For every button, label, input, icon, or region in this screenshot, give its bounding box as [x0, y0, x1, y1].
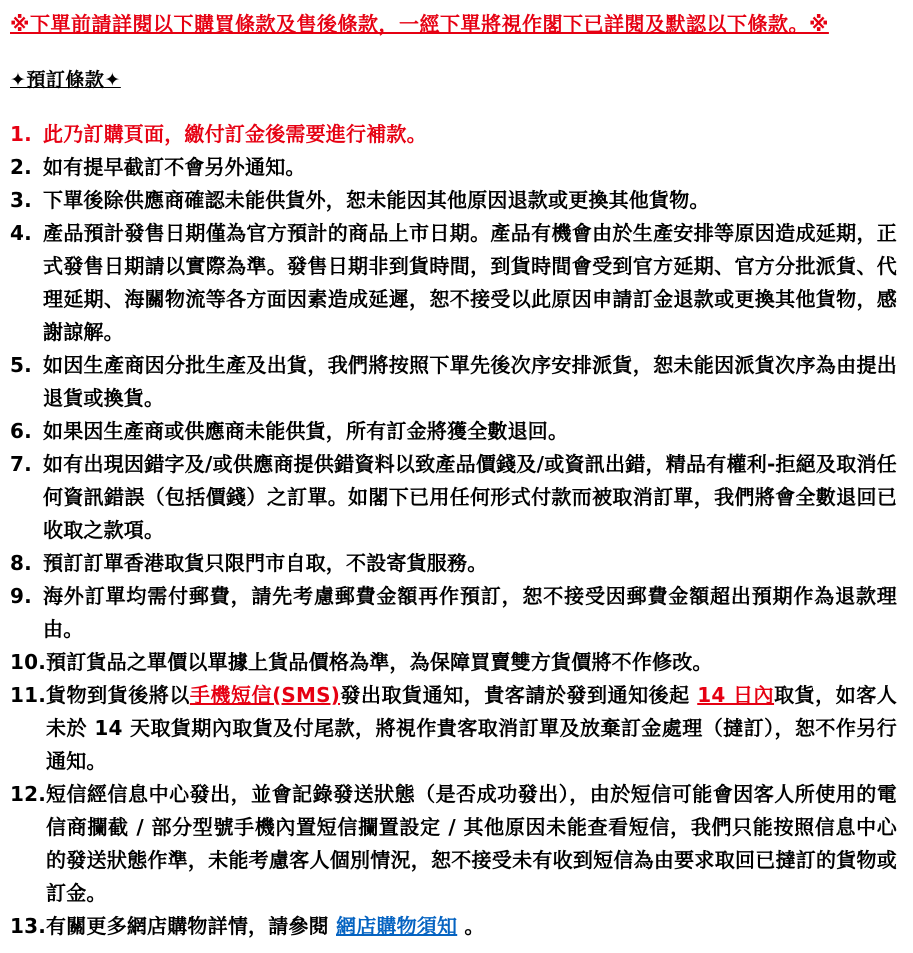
term-text-segment: 如因生產商因分批生產及出貨，我們將按照下單先後次序安排派貨，恕未能因派貨次序為由提出退貨或換貨。	[43, 352, 897, 410]
term-number: 13.	[10, 913, 47, 938]
term-item-10	[10, 646, 897, 679]
term-number: 8.	[10, 550, 32, 575]
term-text-segment: 取貨，如客人未於 14 天取貨期內取貨及付尾款，將視作貴客取消訂單及放棄訂金處理（撻訂），恕不作另行通知。	[46, 682, 897, 773]
term-item-8	[10, 547, 897, 580]
term-item-13	[10, 910, 897, 943]
store-shopping-guide-link[interactable]: 網店購物須知	[336, 913, 458, 938]
term-text-segment: 貨物到貨後將以	[46, 682, 190, 707]
term-text	[43, 118, 897, 151]
term-number: 10.	[10, 649, 47, 674]
term-item-2	[10, 151, 897, 184]
term-text-segment: 產品預計發售日期僅為官方預計的商品上市日期。產品有機會由於生產安排等原因造成延期，正式發售日期請以實際為準。發售日期非到貨時間，到貨時間會受到官方延期、官方分批派貨、代理延期、海關物流等各方面因素造成延遲，恕不接受以此原因申請訂金退款或更換其他貨物，感謝諒解。	[43, 220, 897, 344]
term-text	[46, 679, 897, 778]
term-item-3	[10, 184, 897, 217]
term-number: 11.	[10, 682, 47, 707]
term-text-segment: 。	[457, 913, 485, 938]
term-text-segment: 如有提早截訂不會另外通知。	[43, 154, 306, 179]
term-text	[43, 151, 897, 184]
term-item-4	[10, 217, 897, 349]
term-item-11	[10, 679, 897, 778]
term-number: 4.	[10, 220, 32, 245]
term-item-6	[10, 415, 897, 448]
term-text	[43, 580, 897, 646]
term-text-segment: 如有出現因錯字及/或供應商提供錯資料以致產品價錢及/或資訊出錯，精品有權利-拒絕及取消任何資訊錯誤（包括價錢）之訂單。如閣下已用任何形式付款而被取消訂單，我們將會全數退回已收取之款項。	[43, 451, 897, 542]
term-number: 2.	[10, 154, 32, 179]
term-number: 5.	[10, 352, 32, 377]
term-number: 9.	[10, 583, 32, 608]
section-heading: ✦預訂條款✦	[10, 69, 121, 91]
term-item-5	[10, 349, 897, 415]
term-text	[43, 217, 897, 349]
term-item-1	[10, 118, 897, 151]
term-text	[43, 547, 897, 580]
term-item-7	[10, 448, 897, 547]
term-text-segment: 如果因生產商或供應商未能供貨，所有訂金將獲全數退回。	[43, 418, 569, 443]
term-text-segment: 預訂貨品之單價以單據上貨品價格為準，為保障買賣雙方貨價將不作修改。	[46, 649, 713, 674]
term-text-segment: 下單後除供應商確認未能供貨外，恕未能因其他原因退款或更換其他貨物。	[43, 187, 710, 212]
emphasis-text: 手機短信(SMS)	[189, 682, 341, 707]
term-text	[46, 910, 897, 943]
term-number: 6.	[10, 418, 32, 443]
term-number: 7.	[10, 451, 32, 476]
term-text-segment: 短信經信息中心發出，並會記錄發送狀態（是否成功發出），由於短信可能會因客人所使用的電信商攔截 / 部分型號手機內置短信攔置設定 / 其他原因未能查看短信，我們只能按照信息中心的發送狀態作準，未能考慮客人個別情況，恕不接受未有收到短信為由要求取回已撻訂的貨物或訂金。	[46, 781, 897, 905]
term-text	[46, 646, 897, 679]
term-text-segment: 預訂訂單香港取貨只限門市自取，不設寄貨服務。	[43, 550, 488, 575]
term-text-segment: 海外訂單均需付郵費，請先考慮郵費金額再作預訂，恕不接受因郵費金額超出預期作為退款理由。	[43, 583, 897, 641]
term-number: 3.	[10, 187, 32, 212]
term-text	[43, 415, 897, 448]
page-title: ※下單前請詳閱以下購買條款及售後條款，一經下單將視作閣下已詳閱及默認以下條款。※	[10, 12, 829, 36]
term-text	[46, 778, 897, 910]
term-text	[43, 184, 897, 217]
term-item-12	[10, 778, 897, 910]
term-text	[43, 349, 897, 415]
term-text	[43, 448, 897, 547]
emphasis-text: 14 日內	[697, 682, 775, 707]
term-number: 1.	[10, 121, 32, 146]
term-text-segment: 發出取貨通知，貴客請於發到通知後起	[340, 682, 698, 707]
term-text-segment: 此乃訂購頁面，繳付訂金後需要進行補款。	[43, 121, 427, 146]
terms-list	[10, 118, 897, 943]
term-text-segment: 有關更多網店購物詳情，請參閱	[46, 913, 336, 938]
term-number: 12.	[10, 781, 47, 806]
term-item-9	[10, 580, 897, 646]
